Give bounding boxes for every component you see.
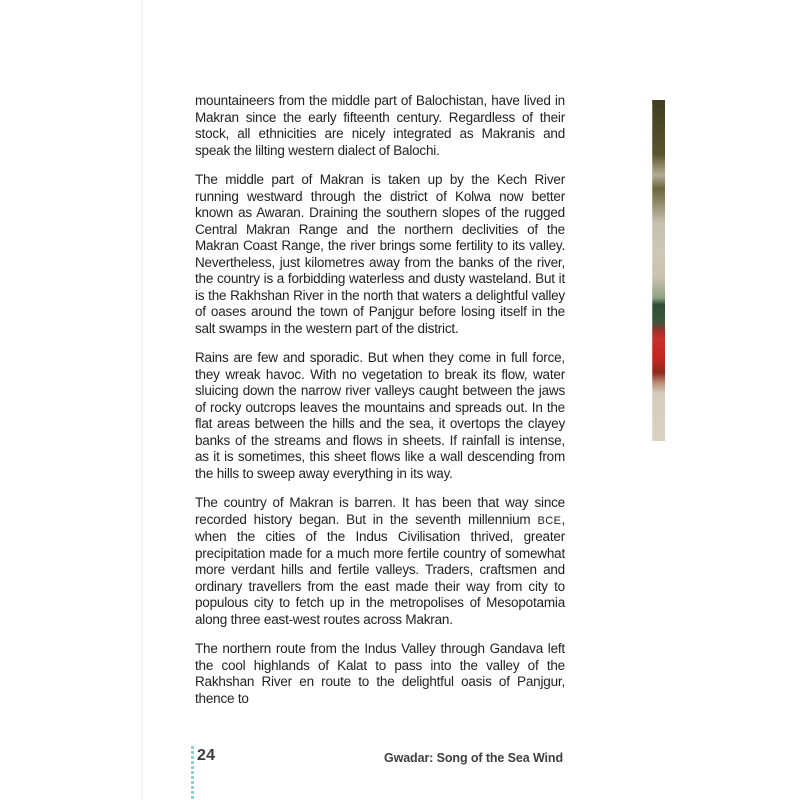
page-edge-seam — [141, 0, 143, 800]
paragraph-5: The northern route from the Indus Valley through Gandava left the cool highlands of Kalat to pass into the valley of the Rakhshan River en route to the delightful oasis of Panjgur, thence to — [195, 641, 565, 706]
paragraph-4 — [195, 495, 565, 628]
facing-page-photo-sliver — [652, 100, 665, 441]
bce-smallcaps: BCE — [537, 514, 562, 527]
body-text-block — [195, 93, 565, 720]
paragraph-2: The middle part of Makran is taken up by the Kech River running westward through the district of Kolwa now better known as Awaran. Draining the southern slopes of the rugged Central Makran Range and the northern declivities of the Makran Coast Range, the river brings some fertility to its valley. Nevertheless, just kilometres away from the banks of the river, the country is a forbidding waterless and dusty wasteland. But it is the Rakhshan River in the north that waters a delightful valley of oases around the town of Panjgur before losing itself in the salt swamps in the western part of the district. — [195, 172, 565, 336]
paragraph-1: mountaineers from the middle part of Balochistan, have lived in Makran since the early fifteenth century. Regardless of their stock, all ethnicities are nicely integrated as Makranis and speak the lilting western dialect of Balochi. — [195, 93, 565, 158]
footer-dotted-divider — [191, 746, 194, 800]
paragraph-3: Rains are few and sporadic. But when they come in full force, they wreak havoc. With no vegetation to break its flow, water sluicing down the narrow river valleys caught between the jaws of rocky outcrops leaves the mountains and spreads out. In the flat areas between the hills and the sea, it overtops the clayey banks of the streams and flows in sheets. If rainfall is intense, as it is sometimes, this sheet flows like a wall descending from the hills to sweep away everything in its way. — [195, 350, 565, 481]
paragraph-4-end: , when the cities of the Indus Civilisation thrived, greater precipitation made for a much more fertile country of somewhat more verdant hills and fertile valleys. Traders, craftsmen and ordinary travellers from the east made their way from city to populous city to fetch up in the metropolises of Mesopotamia along three east-west routes across Makran. — [195, 511, 565, 627]
paragraph-4-start: The country of Makran is barren. It has been that way since recorded history began. But in the seventh millennium — [195, 495, 565, 527]
page-number: 24 — [197, 747, 216, 764]
running-title: Gwadar: Song of the Sea Wind — [383, 751, 563, 765]
